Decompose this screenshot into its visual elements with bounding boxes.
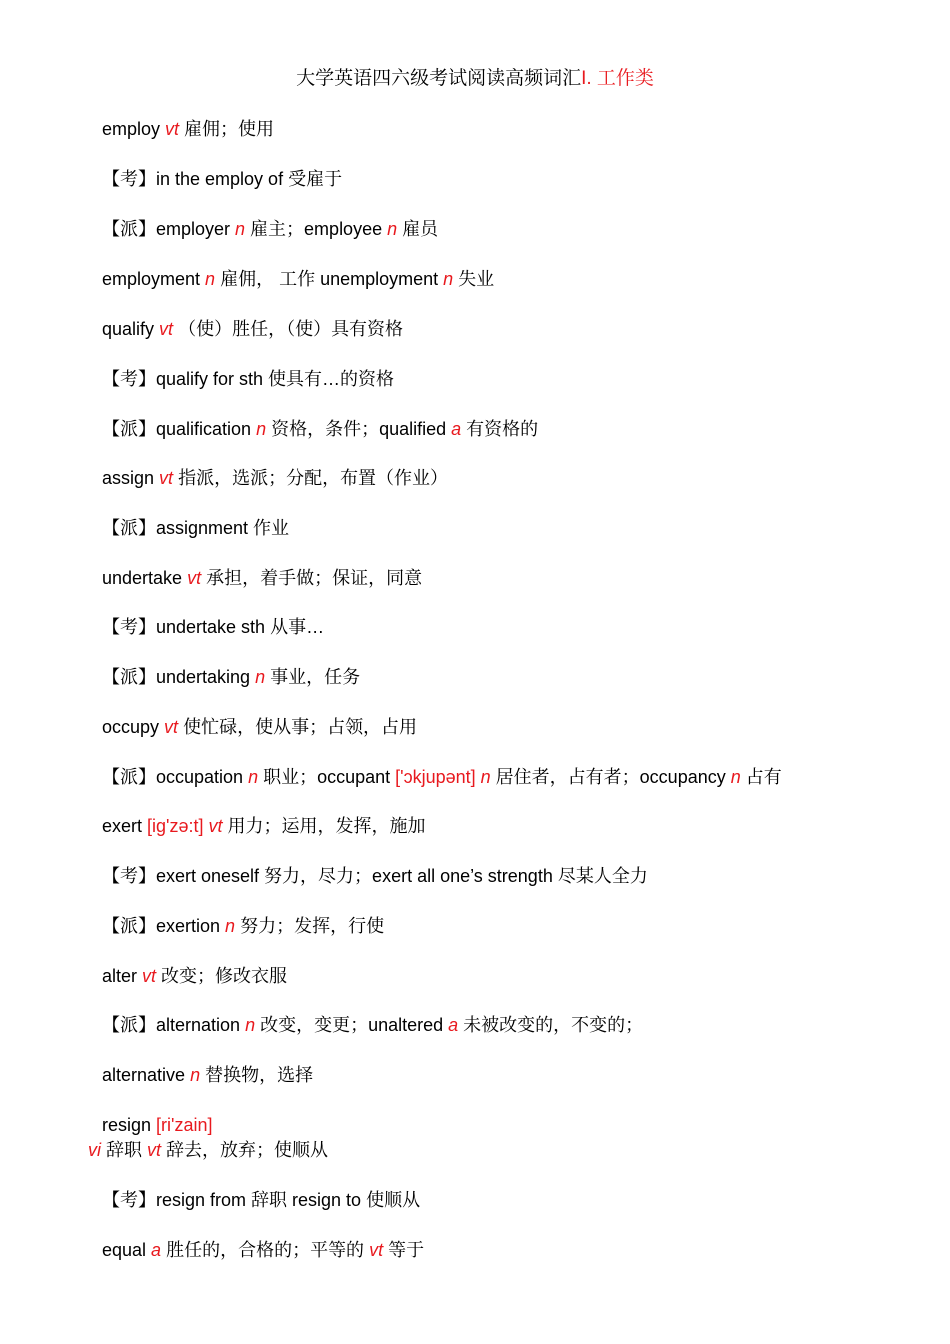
entry-text: 雇主；employee — [245, 219, 388, 239]
entry-text: 【派】occupation — [102, 767, 249, 787]
vocab-line — [102, 714, 417, 740]
entry-text: 胜任的，合格的；平等的 — [161, 1240, 370, 1260]
entry-text: 承担，着手做；保证，同意 — [201, 568, 423, 588]
vocab-line — [102, 515, 289, 541]
title-main: 大学英语四六级考试阅读高频词汇 — [296, 68, 582, 89]
entry-text: qualify — [102, 319, 160, 339]
entry-text: 【考】resign from 辞职 resign to 使顺从 — [102, 1190, 421, 1210]
page-title — [0, 66, 950, 92]
entry-text: exert — [102, 816, 148, 836]
entry-text: 【派】assignment 作业 — [102, 518, 290, 538]
entry-text: 等于 — [383, 1240, 425, 1260]
entry-text: 辞去，放弃；使顺从 — [161, 1140, 329, 1160]
part-of-speech: vt — [159, 468, 174, 488]
part-of-speech: vt — [164, 717, 179, 737]
entry-text: 【考】qualify for sth 使具有…的资格 — [102, 369, 395, 389]
entry-text: 资格，条件；qualified — [266, 419, 452, 439]
entry-text: 未被改变的，不变的； — [458, 1015, 644, 1035]
vocab-line — [102, 664, 360, 690]
entry-text: 【派】undertaking — [102, 667, 256, 687]
entry-text: 占有 — [740, 767, 782, 787]
entry-text: 努力；发挥，行使 — [235, 916, 385, 936]
vocab-line — [102, 316, 403, 342]
phonetic: ['ɔkjupənt] — [395, 767, 476, 787]
vocab-line — [102, 465, 448, 491]
entry-text: 【派】exertion — [102, 916, 226, 936]
part-of-speech: vt — [159, 319, 174, 339]
part-of-speech: n — [730, 767, 741, 787]
entry-text: 【考】exert oneself 努力，尽力；exert all one’s strength 尽某人全力 — [102, 866, 648, 886]
entry-text: 职业；occupant — [258, 767, 396, 787]
entry-text: equal — [102, 1240, 152, 1260]
part-of-speech: n — [480, 767, 491, 787]
vocab-line — [102, 216, 438, 242]
entry-text: 【派】qualification — [102, 419, 257, 439]
entry-text: undertake — [102, 568, 188, 588]
entry-text: 雇佣， 工作 unemployment — [215, 269, 444, 289]
entry-text: 用力；运用，发挥，施加 — [222, 816, 426, 836]
vocab-line — [102, 116, 274, 142]
part-of-speech: n — [387, 219, 398, 239]
entry-text: 替换物，选择 — [200, 1065, 314, 1085]
part-of-speech: vt — [165, 119, 180, 139]
part-of-speech: a — [451, 419, 462, 439]
vocab-line — [102, 963, 287, 989]
vocab-line — [102, 166, 342, 192]
part-of-speech: a — [151, 1240, 162, 1260]
part-of-speech: vt — [369, 1240, 384, 1260]
entry-text: assign — [102, 468, 160, 488]
entry-text: 有资格的 — [461, 419, 539, 439]
vocab-line — [102, 813, 426, 839]
vocab-line — [102, 266, 494, 292]
entry-text: employ — [102, 119, 166, 139]
part-of-speech: vt — [147, 1140, 162, 1160]
vocab-line — [102, 1237, 424, 1263]
entry-text: 【派】alternation — [102, 1015, 246, 1035]
vocab-line — [102, 1187, 420, 1213]
entry-text: 事业，任务 — [265, 667, 361, 687]
entry-text: 居住者，占有者；occupancy — [490, 767, 731, 787]
entry-text: resign — [102, 1115, 157, 1135]
entry-text: 雇佣；使用 — [179, 119, 275, 139]
vocab-line — [102, 913, 384, 939]
entry-text: 改变，变更；unaltered — [255, 1015, 449, 1035]
entry-text: 【考】in the employ of 受雇于 — [102, 169, 343, 189]
part-of-speech: n — [235, 219, 246, 239]
entry-text: employment — [102, 269, 206, 289]
part-of-speech: vt — [142, 966, 157, 986]
part-of-speech: n — [205, 269, 216, 289]
part-of-speech: n — [225, 916, 236, 936]
vocab-line — [102, 764, 782, 790]
vocab-line — [102, 863, 648, 889]
entry-text: occupy — [102, 717, 165, 737]
vocab-line — [102, 565, 422, 591]
part-of-speech: vi — [88, 1140, 101, 1160]
vocab-line — [102, 1012, 643, 1038]
part-of-speech: n — [255, 667, 266, 687]
entry-text: 雇员 — [397, 219, 439, 239]
vocab-line — [102, 1112, 212, 1138]
part-of-speech: n — [190, 1065, 201, 1085]
part-of-speech: n — [248, 767, 259, 787]
title-section: I. 工作类 — [581, 68, 654, 89]
phonetic: [ri'zain] — [156, 1115, 213, 1135]
part-of-speech: vt — [187, 568, 202, 588]
entry-text: 改变；修改衣服 — [156, 966, 288, 986]
entry-text: 辞职 — [101, 1140, 148, 1160]
entry-text: alternative — [102, 1065, 191, 1085]
vocab-line — [102, 1062, 313, 1088]
part-of-speech: n — [245, 1015, 256, 1035]
entry-text: （使）胜任，（使）具有资格 — [173, 319, 404, 339]
entry-text: 指派，选派；分配，布置（作业） — [173, 468, 449, 488]
entry-text: alter — [102, 966, 143, 986]
vocab-line — [102, 416, 538, 442]
phonetic: [ig'zə:t] — [147, 816, 204, 836]
part-of-speech: a — [448, 1015, 459, 1035]
vocab-line — [88, 1137, 328, 1163]
part-of-speech: n — [443, 269, 454, 289]
vocab-line — [102, 614, 324, 640]
vocab-line — [102, 366, 394, 392]
entry-text: 使忙碌，使从事；占领，占用 — [178, 717, 418, 737]
entry-text: 【派】employer — [102, 219, 236, 239]
part-of-speech: n — [256, 419, 267, 439]
part-of-speech: vt — [208, 816, 223, 836]
entry-text: 失业 — [453, 269, 495, 289]
entry-text: 【考】undertake sth 从事… — [102, 617, 325, 637]
